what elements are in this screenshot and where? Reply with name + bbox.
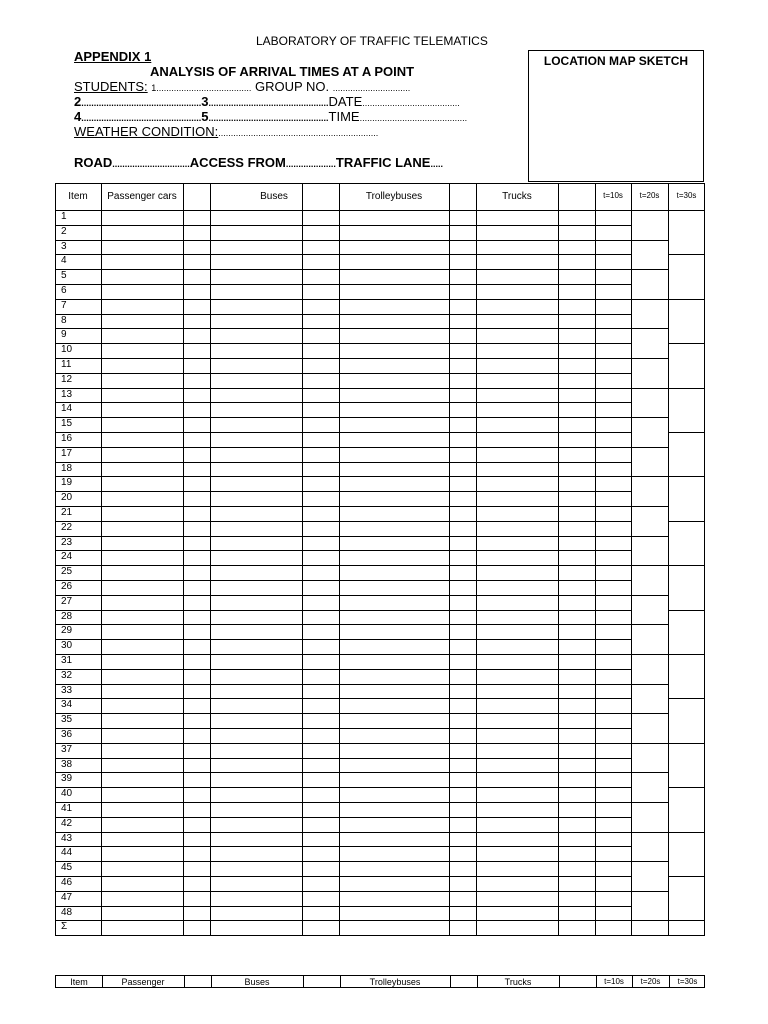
header-buses: Buses (260, 191, 288, 202)
student-3-field[interactable]: ................................................ (208, 98, 329, 108)
header-t30: t=30s (676, 191, 697, 201)
footer-trucks: Trucks (504, 976, 532, 987)
footer-t10: t=10s (604, 977, 624, 986)
table-outline (55, 183, 705, 936)
table-row-number: 7 (61, 299, 67, 311)
footer-header-strip (55, 975, 705, 988)
table-row-number: 25 (61, 566, 73, 578)
weather-label: WEATHER CONDITION: (74, 124, 219, 139)
table-row-number: 24 (61, 551, 73, 563)
footer-t20: t=20s (640, 977, 661, 986)
table-row-number: 16 (61, 433, 73, 444)
table-row-number: 34 (61, 699, 73, 711)
table-row-number: 46 (61, 877, 73, 888)
table-row-number: 26 (61, 581, 73, 592)
student-5-num: 5 (201, 109, 209, 124)
table-row-number: 33 (61, 684, 73, 696)
road-label: ROAD (74, 155, 113, 170)
group-label: GROUP NO. (254, 79, 330, 94)
footer-t30: t=30s (677, 977, 698, 986)
students-line (74, 80, 410, 93)
student-4-num: 4 (74, 109, 82, 124)
table-row-number: 27 (61, 595, 73, 607)
table-row-number: 6 (61, 285, 67, 296)
road-line (74, 156, 443, 169)
table-row-number: 18 (61, 462, 73, 474)
lane-field[interactable]: ..... (430, 159, 443, 169)
table-row-number: 12 (61, 373, 73, 385)
location-map-title: LOCATION MAP SKETCH (543, 54, 689, 68)
time-label: TIME (328, 109, 360, 124)
footer-buses: Buses (244, 976, 270, 987)
table-row-number: 20 (61, 492, 73, 504)
table-row-number: 29 (61, 625, 73, 637)
table-row-number: 30 (61, 640, 73, 652)
location-map-box[interactable] (528, 50, 704, 182)
access-label: ACCESS FROM (189, 155, 286, 170)
table-row-number: 23 (61, 536, 73, 548)
access-field[interactable]: .................... (285, 159, 336, 169)
header-trolleybuses: Trolleybuses (365, 191, 423, 202)
table-row-number: 43 (61, 832, 73, 844)
header-trucks: Trucks (502, 191, 532, 202)
table-row-number: 22 (61, 521, 73, 533)
header-passenger-cars: Passenger cars (107, 191, 177, 202)
table-row-number: 11 (61, 359, 72, 370)
footer-item: Item (70, 976, 88, 987)
table-row-number: 5 (61, 270, 67, 282)
header-t10: t=10s (603, 191, 623, 201)
student-2-num: 2 (74, 94, 82, 109)
table-row-number: 35 (61, 714, 73, 726)
lab-title: LABORATORY OF TRAFFIC TELEMATICS (256, 34, 488, 48)
table-row-number: 4 (61, 255, 67, 267)
table-row-number: 31 (61, 655, 73, 666)
table-row-number: 8 (61, 314, 67, 326)
analysis-title: ANALYSIS OF ARRIVAL TIMES AT A POINT (150, 64, 415, 79)
student-3-num: 3 (201, 94, 209, 109)
weather-line (74, 125, 378, 138)
group-field[interactable]: ............................... (332, 83, 411, 93)
table-row-number: 39 (61, 773, 73, 785)
footer-passenger: Passenger (121, 976, 165, 987)
table-row-number: 13 (61, 388, 73, 400)
table-row-number: 37 (61, 743, 73, 755)
header-item: Item (68, 191, 88, 202)
students-line-2 (74, 95, 460, 108)
date-field[interactable]: ....................................... (362, 98, 460, 108)
table-row-number: 3 (61, 240, 67, 252)
date-label: DATE (328, 94, 363, 109)
table-row-number: 21 (61, 507, 73, 518)
table-row-number: 15 (61, 418, 73, 430)
table-row-number: 42 (61, 817, 73, 829)
students-line-3 (74, 110, 467, 123)
road-field[interactable]: ............................... (112, 159, 190, 169)
arrival-table (55, 183, 705, 936)
table-row-number: 47 (61, 891, 73, 903)
table-row-number: 44 (61, 847, 73, 859)
weather-field[interactable]: ................................................................ (218, 128, 379, 138)
table-row-number: 40 (61, 788, 73, 800)
table-row-number: 14 (61, 403, 73, 415)
time-field[interactable]: ........................................... (359, 113, 468, 123)
table-row-number: 19 (61, 477, 73, 489)
table-row-number: 28 (61, 610, 73, 622)
table-row-number: 48 (61, 906, 73, 918)
students-label: STUDENTS: (74, 79, 148, 94)
table-row-number: 17 (61, 447, 73, 459)
table-row-number: 41 (61, 803, 73, 814)
student-2-field[interactable]: ................................................ (81, 98, 202, 108)
student-1-field[interactable]: 1...................................... (151, 83, 252, 93)
appendix-label: APPENDIX 1 (74, 49, 152, 64)
table-row-number: 2 (61, 225, 67, 237)
table-row-number: 10 (61, 344, 73, 356)
table-row-number: 45 (61, 862, 73, 874)
footer-trolleybuses: Trolleybuses (369, 976, 421, 987)
lane-label: TRAFFIC LANE (335, 155, 431, 170)
table-row-number: 9 (61, 329, 67, 341)
header-t20: t=20s (639, 191, 660, 201)
table-row-number: 32 (61, 669, 73, 681)
sum-row-symbol: Σ (61, 921, 68, 933)
table-row-number: 38 (61, 758, 73, 770)
student-5-field[interactable]: ................................................ (208, 113, 329, 123)
student-4-field[interactable]: ................................................ (81, 113, 202, 123)
table-row-number: 1 (61, 211, 67, 222)
table-row-number: 36 (61, 729, 73, 740)
